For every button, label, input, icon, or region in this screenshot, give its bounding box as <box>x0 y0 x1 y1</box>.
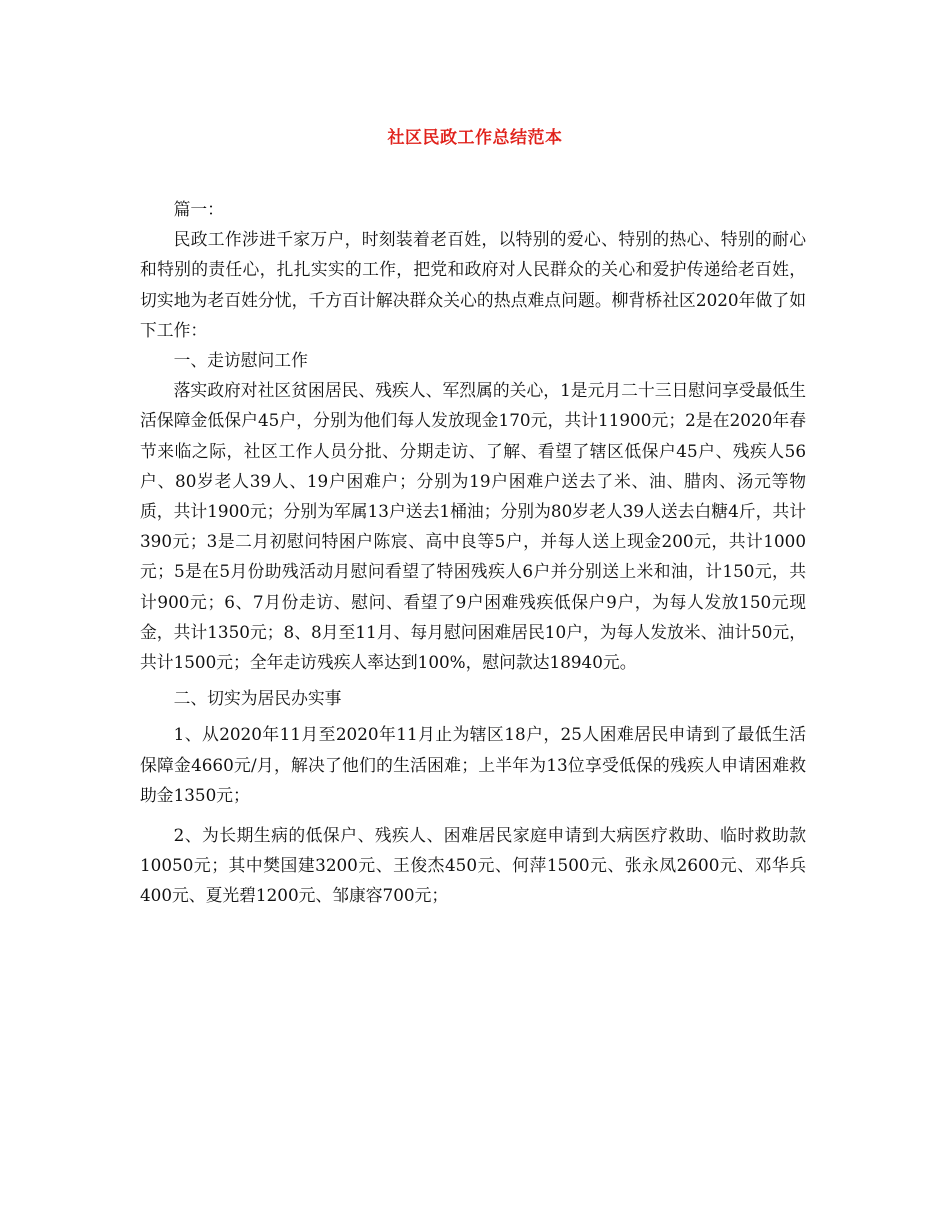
section-heading: 一、走访慰问工作 <box>173 350 308 371</box>
document-body <box>140 194 806 911</box>
body-paragraph: 落实政府对社区贫困居民、残疾人、军烈属的关心，1是元月二十三日慰问享受最低生活保障金低保户45户，分别为他们每人发放现金170元，共计11900元；2是在2020年春节来临之际，社区工作人员分批、分期走访、了解、看望了辖区低保户45户、残疾人56户、80岁老人39人、19户困难户；分别为19户困难户送去了米、油、腊肉、汤元等物质，共计1900元；分别为军属13户送去1桶油；分别为80岁老人39人送去白糖4斤，共计390元；3是二月初慰问特困户陈宸、高中良等5户，并每人送上现金200元，共计1000元；5是在5月份助残活动月慰问看望了特困残疾人6户并分别送上米和油，计150元，共计900元；6、7月份走访、慰问、看望了9户困难残疾低保户9户，为每人发放150元现金，共计1350元；8、8月至11月、每月慰问困难居民10户，为每人发放米、油计50元，共计1500元；全年走访残疾人率达到100%，慰问款达18940元。 <box>140 380 806 673</box>
body-paragraph: 1、从2020年11月至2020年11月止为辖区18户，25人困难居民申请到了最低生活保障金4660元/月，解决了他们的生活困难；上半年为13位享受低保的残疾人申请困难救助金1350元； <box>140 724 806 805</box>
body-paragraph: 2、为长期生病的低保户、残疾人、困难居民家庭申请到大病医疗救助、临时救助款10050元；其中樊国建3200元、王俊杰450元、何萍1500元、张永凤2600元、邓华兵400元、夏光碧1200元、邹康容700元； <box>140 825 806 906</box>
intro-paragraph: 民政工作涉进千家万户，时刻装着老百姓，以特别的爱心、特别的热心、特别的耐心和特别的责任心，扎扎实实的工作，把党和政府对人民群众的关心和爱护传递给老百姓，切实地为老百姓分忧，千方百计解决群众关心的热点难点问题。柳背桥社区2020年做了如下工作： <box>140 229 806 340</box>
section-label: 篇一： <box>173 199 224 219</box>
document-title: 社区民政工作总结范本 <box>387 128 563 148</box>
section-heading: 二、切实为居民办实事 <box>173 688 342 709</box>
